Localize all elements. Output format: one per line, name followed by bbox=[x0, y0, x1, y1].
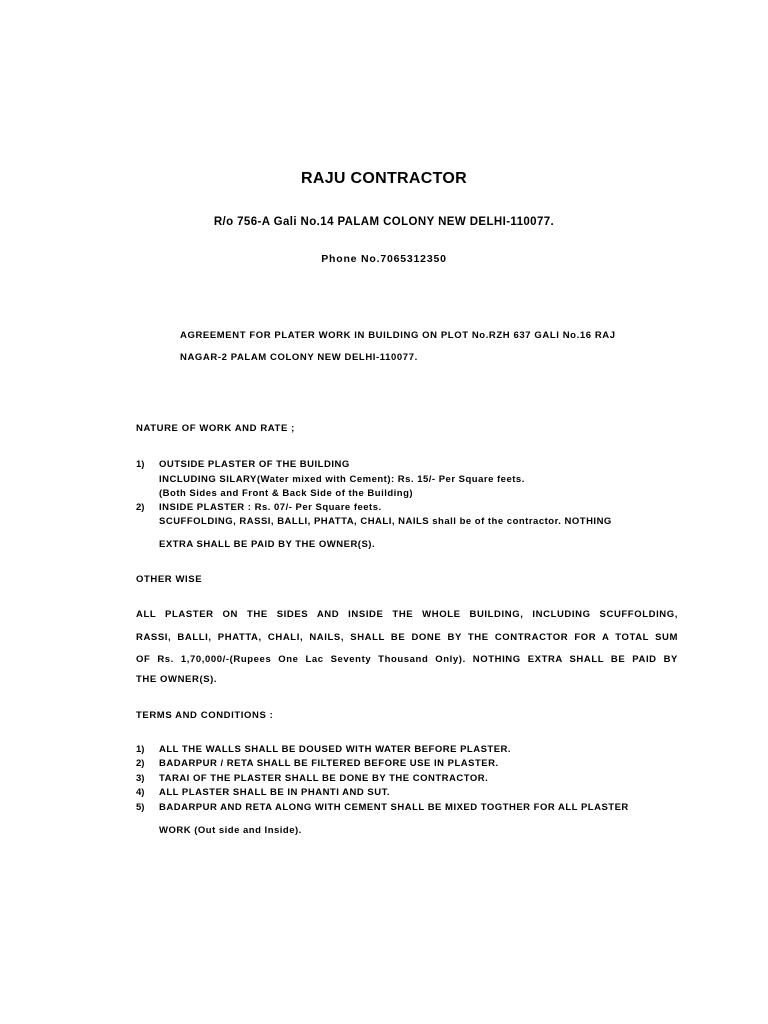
term-item-5: BADARPUR AND RETA ALONG WITH CEMENT SHALL BE MIXED TOGTHER FOR ALL PLASTER bbox=[159, 802, 629, 813]
contractor-title: RAJU CONTRACTOR bbox=[301, 170, 467, 187]
nature-item-number: 1) bbox=[136, 459, 145, 470]
nature-item-1-line-3: (Both Sides and Front & Back Side of the Building) bbox=[159, 488, 414, 499]
term-item-1: ALL THE WALLS SHALL BE DOUSED WITH WATER BEFORE PLASTER. bbox=[159, 744, 512, 755]
nature-item-2-line-3: EXTRA SHALL BE PAID BY THE OWNER(S). bbox=[159, 539, 376, 550]
terms-heading: TERMS AND CONDITIONS : bbox=[136, 710, 274, 721]
term-number: 5) bbox=[136, 802, 145, 813]
nature-item-2-line-1: INSIDE PLASTER : Rs. 07/- Per Square feets. bbox=[159, 502, 382, 513]
nature-item-2-line-2: SCUFFOLDING, RASSI, BALLI, PHATTA, CHALI, NAILS shall be of the contractor. NOTHING bbox=[159, 516, 612, 527]
term-item-4: ALL PLASTER SHALL BE IN PHANTI AND SUT. bbox=[159, 787, 390, 798]
otherwise-heading: OTHER WISE bbox=[136, 574, 203, 585]
term-number: 4) bbox=[136, 787, 145, 798]
otherwise-line-3: OF Rs. 1,70,000/-(Rupees One Lac Seventy Thousand Only). NOTHING EXTRA SHALL BE PAID BY bbox=[136, 654, 678, 665]
contractor-address: R/o 756-A Gali No.14 PALAM COLONY NEW DELHI-110077. bbox=[213, 216, 555, 228]
nature-heading: NATURE OF WORK AND RATE ; bbox=[136, 423, 295, 434]
term-number: 2) bbox=[136, 758, 145, 769]
term-item-2: BADARPUR / RETA SHALL BE FILTERED BEFORE USE IN PLASTER. bbox=[159, 758, 499, 769]
otherwise-line-4: THE OWNER(S). bbox=[136, 674, 218, 685]
term-number: 1) bbox=[136, 744, 145, 755]
nature-item-number: 2) bbox=[136, 502, 145, 513]
term-item-5-continuation: WORK (Out side and Inside). bbox=[159, 825, 302, 836]
contractor-phone: Phone No.7065312350 bbox=[321, 253, 447, 265]
term-item-3: TARAI OF THE PLASTER SHALL BE DONE BY THE CONTRACTOR. bbox=[159, 773, 489, 784]
agreement-line-1: AGREEMENT FOR PLATER WORK IN BUILDING ON PLOT No.RZH 637 GALI No.16 RAJ bbox=[180, 330, 616, 341]
otherwise-line-2: RASSI, BALLI, PHATTA, CHALI, NAILS, SHALL BE DONE BY THE CONTRACTOR FOR A TOTAL SUM bbox=[136, 632, 678, 643]
term-number: 3) bbox=[136, 773, 145, 784]
nature-item-1-line-1: OUTSIDE PLASTER OF THE BUILDING bbox=[159, 459, 350, 470]
nature-item-1-line-2: INCLUDING SILARY(Water mixed with Cement): Rs. 15/- Per Square feets. bbox=[159, 474, 525, 485]
agreement-line-2: NAGAR-2 PALAM COLONY NEW DELHI-110077. bbox=[180, 352, 418, 363]
otherwise-line-1: ALL PLASTER ON THE SIDES AND INSIDE THE WHOLE BUILDING, INCLUDING SCUFFOLDING, bbox=[136, 609, 678, 620]
